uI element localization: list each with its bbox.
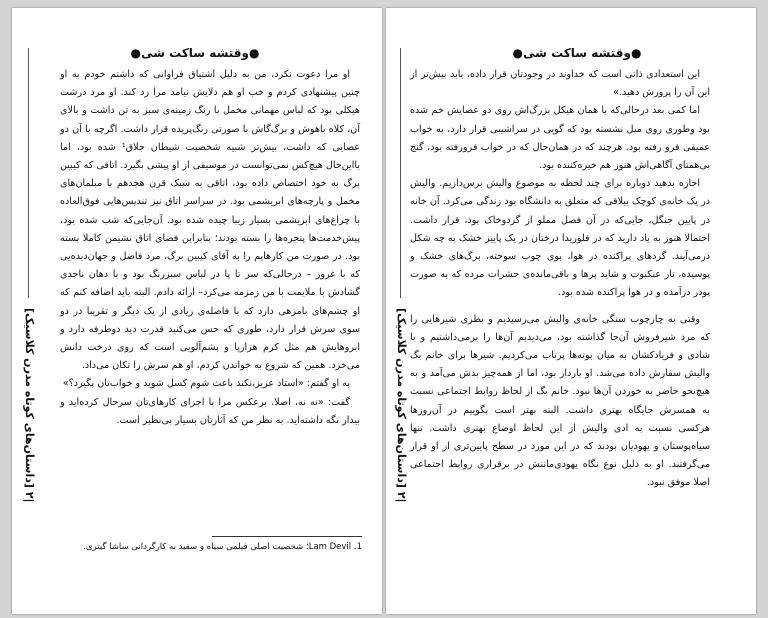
paragraph: او مرا دعوت نکرد، من به دلیل اشتیاق فراوانی که داشتم خودم به او چنین پیشنهادی کردم و خب او هم دلایش نیامد مرا رد کند. او مرد درشت هیکلی بود که لباس مهمانی مخمل با رنگ زمینه‌ی سبز به تن داشت و بالای آن، کلاه باهوش و برگ‌گاش با صورتی رنگ‌پریده قرار داشت. اگرچه با آن دو عصایی که داشت، بیش‌تر شبیه شخصیت شیطان جلاق¹ شده بود، اما بااین‌حال هیچ‌کس نمی‌توانست در موسیقی از او پیشی بگیرد. اتاقی که کیبین برگ به خود اختصاص داده بود، اتاقی به سبک قرن هجدهم با مبلمان‌های مخمل و پارچه‌های ابریشمی بود. در سراسر اتاق نیز تندیس‌هایی فوق‌العاده با چراغ‌های ابریشمی بسیار زیبا چیده شده بود. آن‌جایی‌که شب شده بود، پیش‌خدمت‌ها پنجره‌ها را بسته بودند؛ بنابراین فضای اتاق نشیمن کاملا بسته بود. در صورت من کارهایم را به آقای کیبین برگ، مرد فاضل و جهان‌دیده‌یی که با غرور – درحالی‌که سر تا پا در لباس سبزرنگ بود و با دهان ناحدی گشادش با ملایمت با من زمزمه می‌کرد– ارائه دادم. البته باید اضافه کنم که او چشم‌های بامزهی دارد که با فاصله‌ی زیادی از یک دیگر و تقریبا در دو سوی سرش قرار دارد، طوری که حس می‌کنید قدرت دید دوطرفه دارد و ابروهایش هم مثل کرم هزارپا و پشم‌آلویی است که روی درخت دانش می‌خزد. همین که شروع به خواندن کردم، او هم سرش را تکان می‌داد. (60, 69, 360, 372)
paragraph: اجازه بدهید دوباره برای چند لحظه به موضوع والیش برس‌دازیم. والیش در یک خانه‌ی کوچک ییلاقی که متعلق به دانشگاه بود زندگی می‌کرد. آن خانه در پایین جنگل، جایی‌که در آن فصل مملو از گردوخاک بود، قرار داشت. احتمالا هنوز به یاد دارید که در فلوریدا درختان در یک پاییز خشک به چه شکل درمی‌آیند. گردهای پراکنده در هوا، بوی چوب سوخته، برگ‌های خشک و پوسیده، تار عنکبوت و شاید پرها و باقی‌مانده‌ی حشرات مرده که به صورت پودر درآمده و در هوا پراکنده شده بود. (410, 178, 710, 299)
side-rule (28, 48, 29, 298)
paragraph: وقتی به چارچوب سنگی خانه‌ی والیش می‌رسیدیم و بطری شیرهایی را که مرد شیرفروش آن‌جا گذاشته بود، می‌دیدیم آن‌ها را برمی‌داشتیم و با شادی و فریادکشان به میان بوته‌ها پرتاب می‌کردیم. شیرها برای خانم بگ والیش سفارش داده می‌شد. او باردار بود، اما از همه‌چیز بدش می‌آمد و به هیچ‌نحو حاضر به خوردن آن‌ها نبود. خانم بگ از لحاظ روابط اجتماعی نسبت به همسرش جایگاه بهتری داشت. البته بهتر است بگوییم در آن‌روزها هرکسی نسبت به ادی والیش از این لحاظ اوضاع بهتری داشت. تنها سیاه‌پوستان و یهودیان بودند که در این مورد در سطح پایین‌تری از او قرار می‌گرفتند. او به دلیل نوع نگاه یهودی‌ماننش در برقراری روابط اجتماعی اصلا موفق نبود. (410, 313, 710, 489)
footnote: 1. Lam Devil؛ شخصیت اصلی فیلمی سیاه و سفید به کارگردانی ساشا گیتری. (83, 542, 362, 552)
right-page (386, 8, 756, 614)
left-page (12, 8, 382, 614)
paragraph: این استعدادی ذاتی است که خداوند در وجودتان قرار داده، باید بیش‌تر از این آن را پرورش دهید.» (410, 69, 710, 99)
footnote-rule (212, 536, 362, 537)
running-head: ●وقتشه ساکت شی● (512, 46, 642, 60)
side-label: [داستان‌های کوتاه مدرن کلاسیک] ۲| (23, 308, 36, 503)
page-body (410, 66, 710, 493)
side-rule (400, 48, 401, 298)
paragraph: گفت: «نه نه، اصلا. برعکس مرا با اجرای کارهای‌تان سرحال کرده‌اید و بیدار نگه داشته‌اید. به نظر من که آثارتان بسیار بی‌نظیر است. (60, 396, 360, 426)
paragraph: به او گفتم: «استاد عزیز،نکند باعث شوم کسل شوید و خواب‌تان بگیرد؟» (62, 378, 350, 390)
side-label: [داستان‌های کوتاه مدرن کلاسیک] ۲| (395, 308, 408, 503)
running-head: ●وقتشه ساکت شی● (130, 46, 260, 60)
paragraph: اما کمی بعد درحالی‌که با همان هیکل بزرگ‌اش روی دو عصایش خم شده بود وطوری روی مبل نشسته بود که گویی در سراشیبی قرار دارد، به خواب عمیقی فرو رفته بود. هرچند که در همان‌حال که در خواب فرورفته بود، گنج بی‌همتای آگاهی‌اش هنوز هم خیره‌کننده بود. (410, 105, 710, 172)
page-body (60, 66, 360, 430)
